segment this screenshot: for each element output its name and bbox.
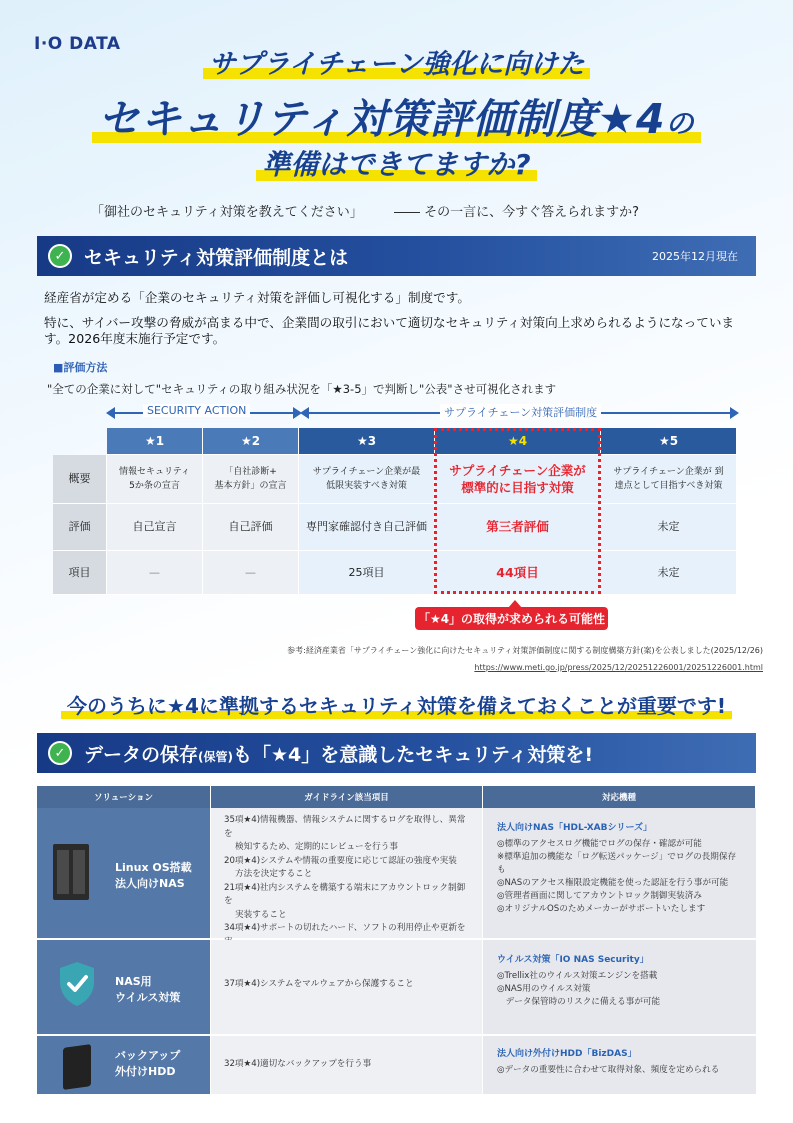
section1-date: 2025年12月現在 [652,250,738,263]
eval-row-label: 項目 [53,551,107,595]
section2-title: データの保存(保管)も「★4」を意識したセキュリティ対策を! [84,743,594,766]
eval-cell: 専門家確認付き自己評価 [299,504,435,551]
eval-header-star2: ★2 [203,428,299,455]
eval-header-star3: ★3 [299,428,435,455]
eval-row-assessment [53,504,737,551]
nas-icon [53,844,89,900]
solution-cell [37,808,211,940]
shield-icon [57,960,97,1008]
solution-header-row [37,786,756,808]
solution-row-antivirus [37,940,756,1036]
eval-cell: サプライチェーン企業が最 低限実装すべき対策 [299,455,435,504]
device-cell: ウイルス対策「IO NAS Security」 ◎Trellix社のウイルス対策エンジンを搭載 ◎NAS用のウイルス対策 データ保管時のリスクに備える事が可能 [483,940,756,1036]
hdd-icon [63,1044,91,1090]
eval-cell: 自己宣言 [107,504,203,551]
device-cell: 法人向けNAS「HDL-XABシリーズ」 ◎標準のアクセスログ機能でログの保存・確認が可能 ※標準追加の機能な「ログ転送パッケージ」でログの長期保存も ◎NASのアクセス権限設定機能を使った認証を行う事が可能 ◎管理者画面に関してアカウントロック制御実装済み ◎オリジナルOSのためメーカーがサポートいたします [483,808,756,940]
security-action-label: SECURITY ACTION [143,404,250,417]
solution-cell [37,940,211,1036]
eval-description: "全ての企業に対して"セキュリティの取り組み状況を「★3-5」で判断し"公表"させ可視化されます [47,382,557,396]
check-icon: ✓ [48,244,72,268]
eval-cell: — [107,551,203,595]
headline-line1: サプライチェーン強化に向けた [0,42,793,81]
io-data-logo: I·O DATA [34,34,121,54]
guideline-cell: 35項★4)情報機器、情報システムに関するログを取得し、異常を 検知するため、定期的にレビューを行う事 20項★4)システムや情報の重要度に応じて認証の強度や実装 方法を決定すること 21項★4)社内システムを構築する端末にアカウントロック制御を 実装すること 34項★4)サポートの切れたハード、ソフトの利用停止や更新を [211,808,483,940]
eval-cell: — [203,551,299,595]
solution-row-nas [37,808,756,940]
eval-cell: サプライチェーン企業が 到 達点として目指すべき対策 [601,455,737,504]
guideline-cell: 32項★4)適切なバックアップを行う事 [211,1036,483,1096]
tagline-answer: ―― その一言に、今すぐ答えられますか? [394,205,640,220]
solution-cell [37,1036,211,1096]
section2-header [37,733,756,773]
guideline-col-header: ガイドライン該当項目 [211,786,483,808]
device-title: 法人向け外付けHDD「BizDAS」 [497,1049,637,1059]
section1-para1: 経産省が定める「企業のセキュリティ対策を評価し可視化する」制度です。 [44,290,470,305]
eval-heading: ■評価方法 [53,361,108,374]
solution-name: NAS用 ウイルス対策 [115,975,181,1004]
eval-cell: 25項目 [299,551,435,595]
device-cell: 法人向け外付けHDD「BizDAS」 ◎データの重要性に合わせて取得対象、頻度を定められる [483,1036,756,1096]
eval-row-items [53,551,737,595]
eval-header-star1: ★1 [107,428,203,455]
eval-cell: 「自社診断+ 基本方針」の宣言 [203,455,299,504]
eval-header-row [53,428,737,455]
tagline-question: 「御社のセキュリティ対策を教えてください」 [91,205,363,220]
eval-cell-highlight: サプライチェーン企業が 標準的に目指す対策 [435,455,601,504]
eval-cell-highlight: 44項目 [435,551,601,595]
eval-cell: 未定 [601,504,737,551]
check-icon: ✓ [48,741,72,765]
section1-para2: 特に、サイバー攻撃の脅威が高まる中で、企業間の取引において適切なセキュリティ対策向上求められるようになっています。2026年度末施行予定です。 [44,315,735,346]
supply-chain-arrow [300,404,738,420]
eval-row-label: 評価 [53,504,107,551]
solution-col-header: ソリューション [37,786,211,808]
eval-cell-highlight: 第三者評価 [435,504,601,551]
device-title: ウイルス対策「IO NAS Security」 [497,955,649,965]
guideline-cell: 37項★4)システムをマルウェアから保護すること [211,940,483,1036]
eval-row-overview [53,455,737,504]
headline-line2: セキュリティ対策評価制度★4の [0,86,793,145]
section1-header [37,236,756,276]
eval-header-star5: ★5 [601,428,737,455]
eval-cell: 未定 [601,551,737,595]
supply-chain-label: サプライチェーン対策評価制度 [440,404,601,420]
eval-cell: 自己評価 [203,504,299,551]
security-action-arrow [106,404,300,420]
solution-name: バックアップ 外付けHDD [115,1049,181,1078]
device-col-header: 対応機種 [483,786,756,808]
headline-line3: 準備はできてますか? [0,143,793,183]
emphasis-message: 今のうちに★4に準拠するセキュリティ対策を備えておくことが重要です! [0,690,793,719]
solution-row-backup [37,1036,756,1096]
eval-cell: 情報セキュリティ 5か条の宣言 [107,455,203,504]
solution-name: Linux OS搭載 法人向けNAS [115,861,192,890]
section1-title: セキュリティ対策評価制度とは [84,246,349,269]
star4-callout: 「★4」の取得が求められる可能性 [415,607,608,630]
arrow-right-head-icon [730,407,739,419]
reference-link[interactable]: https://www.meti.go.jp/press/2025/12/20251226001/20251226001.html [474,663,763,672]
device-title: 法人向けNAS「HDL-XABシリーズ」 [497,823,653,833]
eval-row-label: 概要 [53,455,107,504]
reference-note: 参考:経済産業省「サプライチェーン強化に向けたセキュリティ対策評価制度に関する制度構築方針(案)を公表しました(2025/12/26) [287,646,763,655]
eval-header-star4: ★4 [435,428,601,455]
